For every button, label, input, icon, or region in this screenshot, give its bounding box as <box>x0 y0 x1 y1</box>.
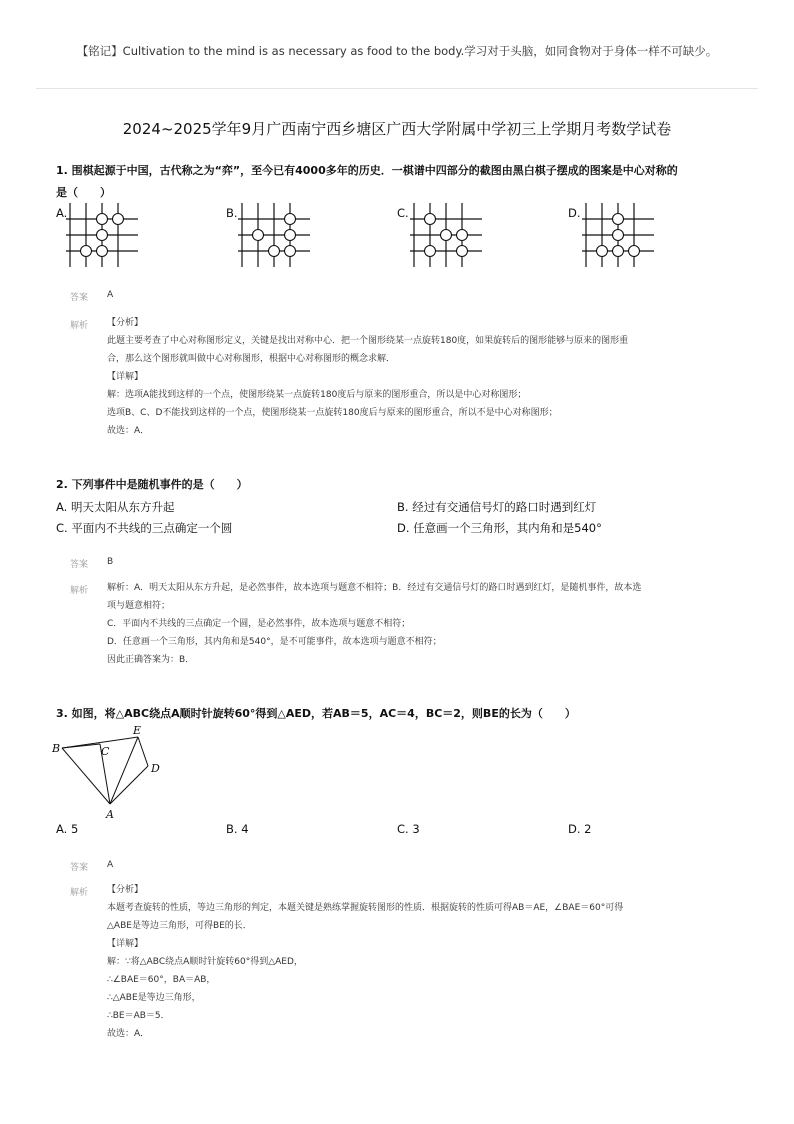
page-title: 2024~2025学年9月广西南宁西乡塘区广西大学附属中学初三上学期月考数学试卷 <box>122 120 672 138</box>
q1-option-d-board-figure <box>582 200 656 270</box>
header-divider <box>36 88 758 89</box>
q2-option-a: A. 明天太阳从东方升起 <box>56 500 175 514</box>
analysis-line: 解：选项A能找到这样的一个点，使图形绕某一点旋转180度后与原来的图形重合，所以是中心对称图形； <box>107 390 527 400</box>
q1-analysis-label: 解析 <box>70 321 89 331</box>
analysis-line: C．平面内不共线的三点确定一个圆，是必然事件，故本选项与题意不相符； <box>107 619 411 629</box>
q2-answer-value: B <box>107 557 114 567</box>
motto: 【铭记】Cultivation to the mind is as necessary as food to the body.学习对于头脑，如同食物对于身体一样不可缺少。 <box>76 44 718 58</box>
analysis-line: △ABE是等边三角形，可得BE的长． <box>107 921 252 931</box>
q1-option-c-label: C. <box>397 206 409 220</box>
q1-stem <box>56 160 746 204</box>
q1-stem-line1: 1. 围棋起源于中国，古代称之为“弈”，至今已有4000多年的历史．一棋谱中四部分的截图由黑白棋子摆成的图案是中心对称的 <box>56 164 678 177</box>
analysis-line: ∴△ABE是等边三角形， <box>107 993 201 1003</box>
analysis-line: 【详解】 <box>107 939 144 949</box>
q1-option-d-label: D. <box>568 206 581 220</box>
q1-analysis <box>107 314 628 440</box>
q2-option-c: C. 平面内不共线的三点确定一个圆 <box>56 521 233 535</box>
q3-answer-label: 答案 <box>70 863 89 873</box>
q3-answer-value: A <box>107 860 114 870</box>
analysis-line: 【详解】 <box>107 372 144 382</box>
analysis-line: 故选：A． <box>107 1029 150 1039</box>
q3-option-a: A. 5 <box>56 822 79 836</box>
analysis-line: 因此正确答案为：B． <box>107 655 195 665</box>
q3-option-d: D. 2 <box>568 822 592 836</box>
q1-option-a-board-figure <box>66 200 140 270</box>
q2-option-b: B. 经过有交通信号灯的路口时遇到红灯 <box>397 500 597 514</box>
q3-analysis <box>107 881 623 1043</box>
analysis-line: 故选：A． <box>107 426 150 436</box>
analysis-line: 解：∵将△ABC绕点A顺时针旋转60°得到△AED， <box>107 957 303 967</box>
q3-rotation-figure <box>50 724 180 824</box>
analysis-line: 解析：A．明天太阳从东方升起，是必然事件，故本选项与题意不相符；B．经过有交通信号灯的路口时遇到红灯，是随机事件，故本选 <box>107 583 642 593</box>
analysis-line: 选项B、C、D不能找到这样的一个点，使图形绕某一点旋转180度后与原来的图形重合，所以不是中心对称图形； <box>107 408 558 418</box>
q1-answer-value: A <box>107 290 114 300</box>
analysis-line: 【分析】 <box>107 885 144 895</box>
q1-answer-label: 答案 <box>70 293 89 303</box>
q3-stem: 3. 如图，将△ABC绕点A顺时针旋转60°得到△AED，若AB＝5，AC＝4，BC＝2，则BE的长为（ ） <box>56 707 576 720</box>
analysis-line: ∴BE＝AB＝5． <box>107 1011 170 1021</box>
q2-analysis <box>107 579 641 669</box>
q3-label-e: E <box>133 724 142 737</box>
q1-option-b-label: B. <box>226 206 238 220</box>
q3-option-b: B. 4 <box>226 822 249 836</box>
q1-stem-line2: 是（ ） <box>56 186 111 199</box>
q3-analysis-label: 解析 <box>70 888 89 898</box>
analysis-line: 项与题意相符； <box>107 601 171 611</box>
q2-answer-label: 答案 <box>70 560 89 570</box>
q2-option-d: D. 任意画一个三角形，其内角和是540° <box>397 521 602 535</box>
analysis-line: 合，那么这个图形就叫做中心对称图形，根据中心对称图形的概念求解． <box>107 354 396 364</box>
q1-option-b-board-figure <box>238 200 312 270</box>
analysis-line: D．任意画一个三角形，其内角和是540°，是不可能事件，故本选项与题意不相符； <box>107 637 442 647</box>
q3-label-d: D <box>151 762 160 775</box>
q3-label-a: A <box>106 808 114 821</box>
analysis-line: 此题主要考查了中心对称图形定义，关键是找出对称中心．把一个图形绕某一点旋转180度，如果旋转后的图形能够与原来的图形重 <box>107 336 629 346</box>
q1-option-c-board-figure <box>410 200 484 270</box>
analysis-line: ∴∠BAE＝60°，BA＝AB， <box>107 975 216 985</box>
q2-stem: 2. 下列事件中是随机事件的是（ ） <box>56 478 248 491</box>
q3-label-b: B <box>52 742 61 755</box>
q3-label-c: C <box>101 745 110 758</box>
analysis-line: 【分析】 <box>107 318 144 328</box>
analysis-line: 本题考查旋转的性质，等边三角形的判定，本题关键是熟练掌握旋转图形的性质．根据旋转的性质可得AB＝AE，∠BAE＝60°可得 <box>107 903 624 913</box>
q1-option-a-label: A. <box>56 206 68 220</box>
q2-analysis-label: 解析 <box>70 586 89 596</box>
q3-option-c: C. 3 <box>397 822 420 836</box>
